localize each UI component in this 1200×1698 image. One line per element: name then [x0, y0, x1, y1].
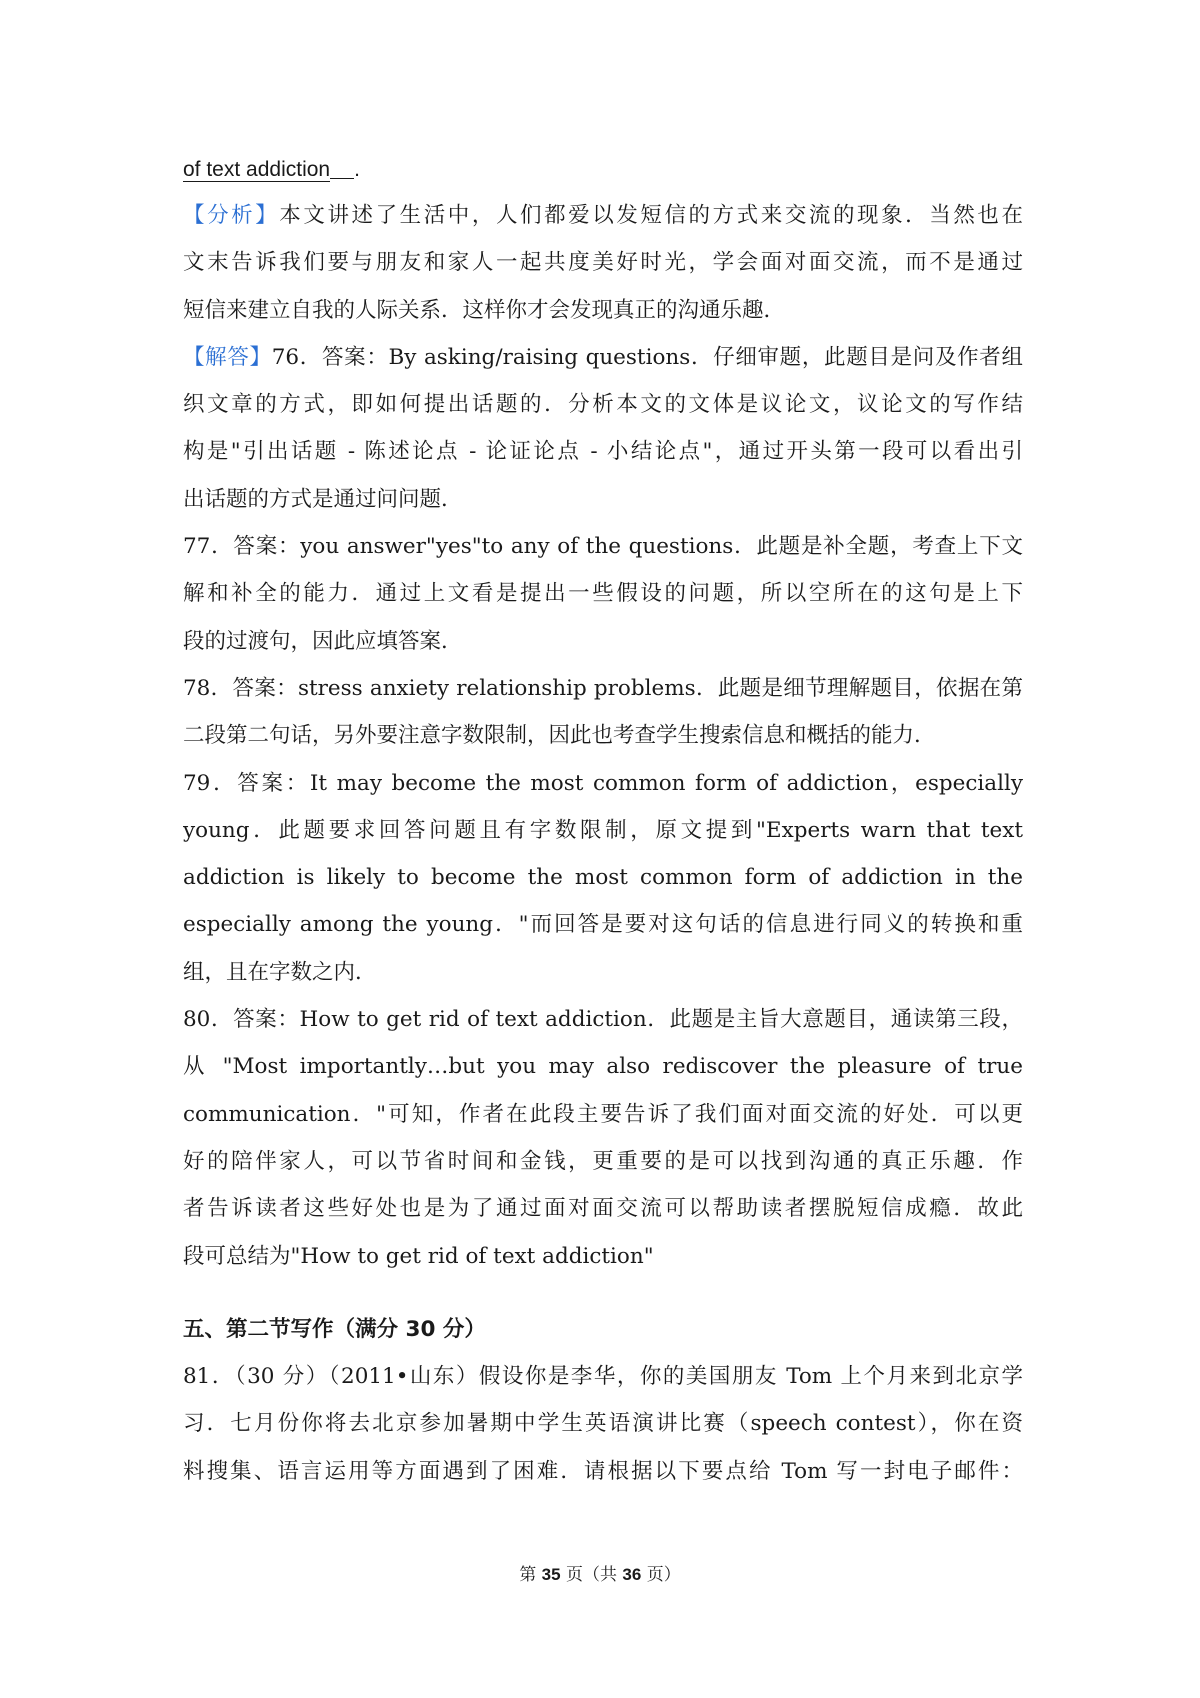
answer-label: 【解答】 [183, 344, 272, 370]
total-pages: 36 [622, 1565, 642, 1584]
answer-80-line: 好的陪伴家人，可以节省时间和金钱，更重要的是可以找到沟通的真正乐趣．作 [183, 1148, 1023, 1174]
page-number: 35 [541, 1565, 561, 1584]
answer-77-line: 77．答案：you answer"yes"to any of the questions．此题是补全题，考查上下文 [183, 534, 1023, 560]
analysis-label: 【分析】 [183, 203, 280, 228]
answer-80-line: 从 "Most importantly…but you may also rediscover the pleasure of true [183, 1054, 1023, 1080]
answer-76-line: 出话题的方式是通过问问题． [183, 486, 463, 512]
answer-79-line: 79．答案：It may become the most common form of addiction，especially [183, 770, 1023, 796]
answer-80-line: 80．答案：How to get rid of text addiction．此题是主旨大意题目，通读第三段， [183, 1007, 1023, 1033]
answer-76-line: 【解答】76．答案：By asking/raising questions．仔细审题，此题目是问及作者组 [183, 344, 1023, 370]
answer-continuation: of text addiction . [183, 158, 360, 181]
answer-76-line: 织文章的方式，即如何提出话题的．分析本文的文体是议论文，议论文的写作结 [183, 392, 1023, 418]
answer-78-line: 78．答案：stress anxiety relationship problems．此题是细节理解题目，依据在第 [183, 675, 1023, 701]
question-81-line: 习．七月份你将去北京参加暑期中学生英语演讲比赛（speech contest），你在资 [183, 1411, 1023, 1437]
answer-77-line: 解和补全的能力．通过上文看是提出一些假设的问题，所以空所在的这句是上下 [183, 581, 1023, 607]
answer-blank-underline [330, 158, 354, 179]
answer-80-line: communication．"可知，作者在此段主要告诉了我们面对面交流的好处．可以更 [183, 1101, 1023, 1127]
analysis-line: 文末告诉我们要与朋友和家人一起共度美好时光，学会面对面交流，而不是通过 [183, 250, 1023, 276]
question-81-line: 81．（30 分）（2011•山东）假设你是李华，你的美国朋友 Tom 上个月来到北京学 [183, 1364, 1023, 1390]
analysis-line: 短信来建立自我的人际关系．这样你才会发现真正的沟通乐趣． [183, 297, 786, 323]
answer-79-line: young．此题要求回答问题且有字数限制，原文提到"Experts warn that text [183, 817, 1023, 843]
question-81-line: 料搜集、语言运用等方面遇到了困难．请根据以下要点给 Tom 写一封电子邮件： [183, 1458, 1023, 1484]
section-heading: 五、第二节写作（满分 30 分） [183, 1316, 486, 1342]
answer-76-line: 构是"引出话题 - 陈述论点 - 论证论点 - 小结论点"，通过开头第一段可以看出引 [183, 439, 1023, 465]
analysis-line: 【分析】本文讲述了生活中，人们都爱以发短信的方式来交流的现象．当然也在 [183, 203, 1023, 228]
answer-80-line: 者告诉读者这些好处也是为了通过面对面交流可以帮助读者摆脱短信成瘾．故此 [183, 1196, 1023, 1222]
answer-79-line: especially among the young．"而回答是要对这句话的信息进行同义的转换和重 [183, 912, 1023, 938]
document-page [183, 150, 1023, 1495]
page-footer: 第 35 页（共 36 页） [519, 1565, 681, 1585]
answer-80-line: 段可总结为"How to get rid of text addiction" [183, 1243, 654, 1269]
underlined-answer: of text addiction [183, 158, 331, 181]
answer-78-line: 二段第二句话，另外要注意字数限制，因此也考查学生搜索信息和概括的能力． [183, 723, 936, 749]
section-gap [183, 1280, 1023, 1306]
answer-79-line: addiction is likely to become the most common form of addiction in the [183, 865, 1023, 891]
answer-77-line: 段的过渡句，因此应填答案． [183, 628, 463, 654]
answer-79-line: 组，且在字数之内． [183, 959, 377, 985]
